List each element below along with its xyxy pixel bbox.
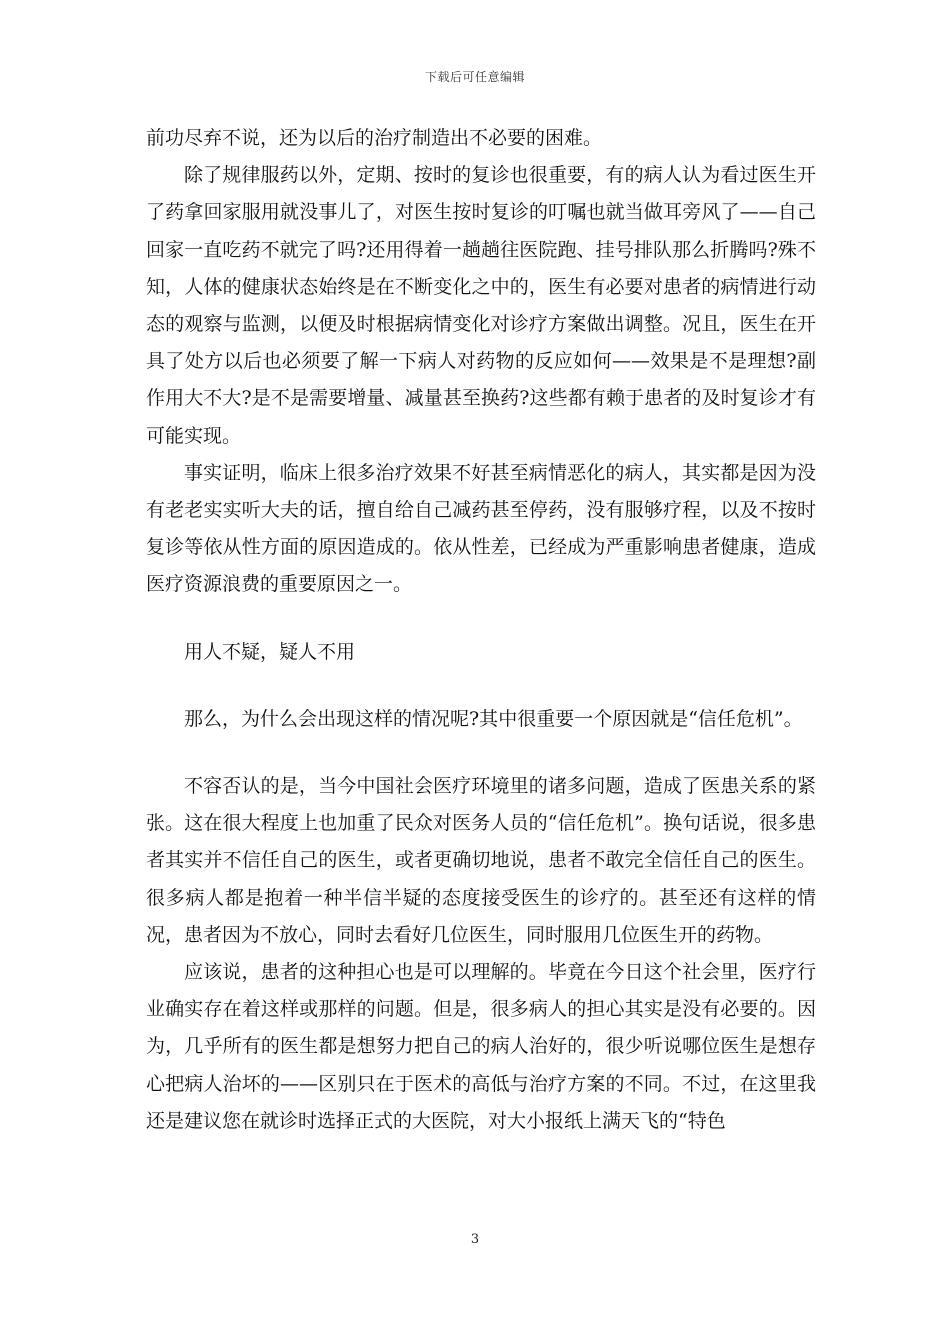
paragraph-understandable-worry: 应该说，患者的这种担心也是可以理解的。毕竟在今日这个社会里，医疗行业确实存在着这样或那样的问题。但是，很多病人的担心其实是没有必要的。因为，几乎所有的医生都是想努力把自己的病人治好的，很少听说哪位医生是想存心把病人治坏的——区别只在于医术的高低与治疗方案的不同。不过，在这里我还是建议您在就诊时选择正式的大医院，对大小报纸上满天飞的“特色	[146, 961, 816, 1132]
document-body	[146, 120, 816, 1140]
page-number: 3	[470, 1232, 480, 1247]
paragraph-trust-crisis: 那么，为什么会出现这样的情况呢?其中很重要一个原因就是“信任危机”。	[184, 707, 803, 730]
paragraph-continuation: 前功尽弃不说，还为以后的治疗制造出不必要的困难。	[146, 127, 603, 149]
paragraph-follow-up-visits: 除了规律服药以外，定期、按时的复诊也很重要，有的病人认为看过医生开了药拿回家服用就没事儿了，对医生按时复诊的叮嘱也就当做耳旁风了——自己回家一直吃药不就完了吗?还用得着一趟趟往医院跑、挂号排队那么折腾吗?殊不知，人体的健康状态始终是在不断变化之中的，医生有必要对患者的病情进行动态的观察与监测，以便及时根据病情变化对诊疗方案做出调整。况且，医生在开具了处方以后也必须要了解一下病人对药物的反应如何——效果是不是理想?副作用大不大?是不是需要增量、减量甚至换药?这些都有赖于患者的及时复诊才有可能实现。	[146, 164, 816, 447]
section-heading: 用人不疑，疑人不用	[184, 640, 356, 663]
page-header: 下载后可任意编辑	[424, 70, 525, 84]
paragraph-compliance-facts: 事实证明，临床上很多治疗效果不好甚至病情恶化的病人，其实都是因为没有老老实实听大夫的话，擅自给自己减药甚至停药，没有服够疗程，以及不按时复诊等依从性方面的原因造成的。依从性差，已经成为严重影响患者健康，造成医疗资源浪费的重要原因之一。	[146, 461, 816, 596]
paragraph-doctor-patient-tension: 不容否认的是，当今中国社会医疗环境里的诸多问题，造成了医患关系的紧张。这在很大程度上也加重了民众对医务人员的“信任危机”。换句话说，很多患者其实并不信任自己的医生，或者更确切地说，患者不敢完全信任自己的医生。很多病人都是抱着一种半信半疑的态度接受医生的诊疗的。甚至还有这样的情况，患者因为不放心，同时去看好几位医生，同时服用几位医生开的药物。	[146, 775, 816, 946]
